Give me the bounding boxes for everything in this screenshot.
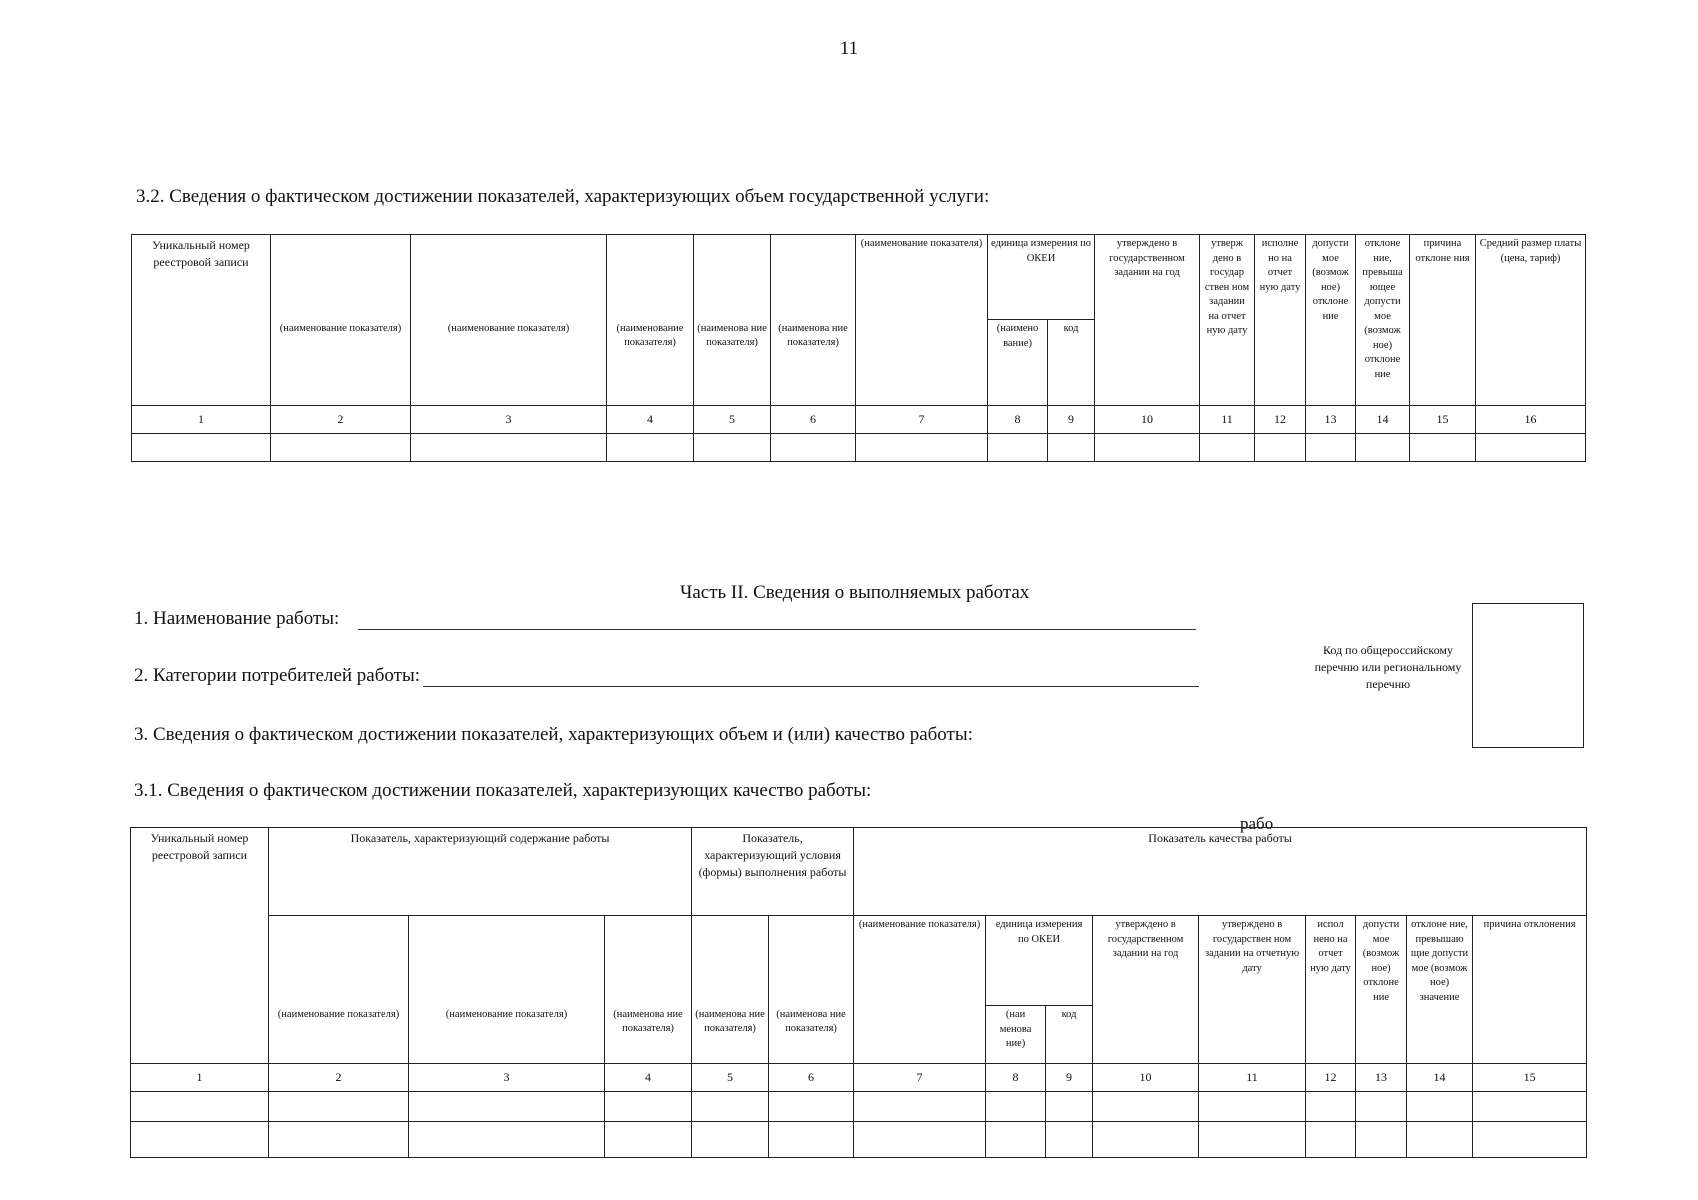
col-number: 3: [411, 406, 607, 434]
quality-indicator-group: Показатель качества работы: [854, 828, 1587, 916]
col-approved-year: утверждено в государственном задании на год: [1093, 916, 1199, 1064]
col-number: 16: [1476, 406, 1586, 434]
col-number: 5: [692, 1064, 769, 1092]
data-cell[interactable]: [1095, 434, 1200, 462]
volume-indicators-table: [131, 234, 1586, 462]
data-cell[interactable]: [769, 1092, 854, 1122]
col-approved-year: утверждено в государственном задании на год: [1095, 235, 1200, 406]
table-row: [131, 1092, 1587, 1122]
data-cell[interactable]: [131, 1092, 269, 1122]
col-name-a: (наименование показателя): [269, 1006, 409, 1064]
col-number: 11: [1199, 1064, 1306, 1092]
col-number: 7: [854, 1064, 986, 1092]
data-cell[interactable]: [986, 1122, 1046, 1158]
data-cell[interactable]: [988, 434, 1048, 462]
data-cell[interactable]: [131, 1122, 269, 1158]
data-cell[interactable]: [771, 434, 856, 462]
data-cell[interactable]: [1473, 1092, 1587, 1122]
col-number: 8: [988, 406, 1048, 434]
col-approved-date: утверж дено в государ ствен ном задании на отчет ную дату: [1200, 235, 1255, 406]
data-cell[interactable]: [607, 434, 694, 462]
stray-text: рабо: [1240, 814, 1274, 833]
consumer-categories-field[interactable]: [423, 686, 1199, 687]
col-number: 2: [269, 1064, 409, 1092]
col-executed: испол нено на отчет ную дату: [1306, 916, 1356, 1064]
col-number: 9: [1048, 406, 1095, 434]
data-cell[interactable]: [986, 1092, 1046, 1122]
data-cell[interactable]: [1473, 1122, 1587, 1158]
page-number: 11: [839, 38, 859, 59]
data-cell[interactable]: [854, 1092, 986, 1122]
data-cell[interactable]: [1093, 1122, 1199, 1158]
col-indicator-name: (наименование показателя): [854, 916, 986, 1064]
col-number: 14: [1356, 406, 1410, 434]
col-number: 1: [131, 1064, 269, 1092]
consumer-categories-label: 2. Категории потребителей работы:: [134, 665, 420, 686]
data-cell[interactable]: [1407, 1122, 1473, 1158]
data-cell[interactable]: [854, 1122, 986, 1158]
work-name-label: 1. Наименование работы:: [134, 608, 340, 629]
data-cell[interactable]: [1356, 1122, 1407, 1158]
col-average-fee: Средний размер платы (цена, тариф): [1476, 235, 1586, 406]
data-cell[interactable]: [605, 1092, 692, 1122]
data-cell[interactable]: [1046, 1092, 1093, 1122]
col-number: 13: [1356, 1064, 1407, 1092]
col-number: 11: [1200, 406, 1255, 434]
data-cell[interactable]: [409, 1122, 605, 1158]
code-label: Код по общероссийскому перечню или региональному перечню: [1314, 643, 1462, 691]
col-allowed-deviation: допусти мое (возмож ное) отклоне ние: [1356, 916, 1407, 1064]
col-number: 4: [607, 406, 694, 434]
col-unit-okei: единица измерения по ОКЕИ: [988, 235, 1095, 320]
data-cell[interactable]: [1476, 434, 1586, 462]
data-cell[interactable]: [1407, 1092, 1473, 1122]
data-cell[interactable]: [269, 1092, 409, 1122]
table-row: [132, 434, 1586, 462]
col-unique-number: Уникальный номер реестровой записи: [132, 235, 271, 406]
data-cell[interactable]: [1255, 434, 1306, 462]
col-number: 15: [1410, 406, 1476, 434]
column-numbers-row: [132, 406, 1586, 434]
data-cell[interactable]: [1200, 434, 1255, 462]
col-reason: причина отклоне ния: [1410, 235, 1476, 406]
col-allowed-deviation: допусти мое (возмож ное) отклоне ние: [1306, 235, 1356, 406]
col-name-b: (наименование показателя): [411, 320, 607, 406]
table-row: [131, 1122, 1587, 1158]
col-number: 3: [409, 1064, 605, 1092]
data-cell[interactable]: [1199, 1092, 1306, 1122]
col-number: 14: [1407, 1064, 1473, 1092]
col-unit-name: (наимено вание): [988, 320, 1048, 406]
data-cell[interactable]: [856, 434, 988, 462]
col-unit-code: код: [1046, 1006, 1093, 1064]
col-number: 15: [1473, 1064, 1587, 1092]
col-name-d: (наименова ние показателя): [692, 1006, 769, 1064]
data-cell[interactable]: [1356, 1092, 1407, 1122]
data-cell[interactable]: [1410, 434, 1476, 462]
col-number: 12: [1255, 406, 1306, 434]
col-approved-date: утверждено в государствен ном задании на отчетную дату: [1199, 916, 1306, 1064]
data-cell[interactable]: [1306, 1092, 1356, 1122]
data-cell[interactable]: [694, 434, 771, 462]
col-number: 10: [1093, 1064, 1199, 1092]
col-number: 1: [132, 406, 271, 434]
col-name-d: (наименова ние показателя): [694, 320, 771, 406]
data-cell[interactable]: [1306, 434, 1356, 462]
col-number: 6: [769, 1064, 854, 1092]
col-indicator-name: (наименование показателя): [856, 235, 988, 406]
col-executed: исполне но на отчет ную дату: [1255, 235, 1306, 406]
col-number: 4: [605, 1064, 692, 1092]
col-name-c: (наименование показателя): [607, 320, 694, 406]
col-number: 12: [1306, 1064, 1356, 1092]
data-cell[interactable]: [605, 1122, 692, 1158]
col-unit-name: (наи менова ние): [986, 1006, 1046, 1064]
col-unique-number: Уникальный номер реестровой записи: [131, 828, 269, 1064]
col-name-c: (наименова ние показателя): [605, 1006, 692, 1064]
data-cell[interactable]: [1046, 1122, 1093, 1158]
data-cell[interactable]: [409, 1092, 605, 1122]
data-cell[interactable]: [1356, 434, 1410, 462]
data-cell[interactable]: [692, 1122, 769, 1158]
data-cell[interactable]: [132, 434, 271, 462]
col-excess-deviation: отклоне ние, превыша ющее допусти мое (возмож ное) отклоне ние: [1356, 235, 1410, 406]
content-indicator-group: Показатель, характеризующий содержание работы: [269, 828, 692, 916]
data-cell[interactable]: [1306, 1122, 1356, 1158]
col-number: 10: [1095, 406, 1200, 434]
section-3-label: 3. Сведения о фактическом достижении показателей, характеризующих объем и (или) качество работы:: [134, 724, 973, 745]
conditions-indicator-group: Показатель, характеризующий условия (формы) выполнения работы: [692, 828, 854, 916]
data-cell[interactable]: [271, 434, 411, 462]
col-reason: причина отклонения: [1473, 916, 1587, 1064]
code-box[interactable]: [1472, 603, 1584, 748]
work-name-field[interactable]: [358, 629, 1196, 630]
col-name-e: (наименова ние показателя): [771, 320, 856, 406]
col-excess-deviation: отклоне ние, превышаю щие допусти мое (возмож ное) значение: [1407, 916, 1473, 1064]
part-2-title: Часть II. Сведения о выполняемых работах: [680, 582, 1030, 603]
section-3-1-heading: 3.1. Сведения о фактическом достижении показателей, характеризующих качество работы:: [134, 780, 872, 801]
col-name-b: (наименование показателя): [409, 1006, 605, 1064]
data-cell[interactable]: [1199, 1122, 1306, 1158]
data-cell[interactable]: [1048, 434, 1095, 462]
col-name-a: (наименование показателя): [271, 320, 411, 406]
quality-indicators-table: [130, 827, 1587, 1158]
section-3-2-heading: 3.2. Сведения о фактическом достижении показателей, характеризующих объем государственной услуги:: [136, 186, 990, 207]
col-number: 5: [694, 406, 771, 434]
data-cell[interactable]: [1093, 1092, 1199, 1122]
column-numbers-row: [131, 1064, 1587, 1092]
col-unit-code: код: [1048, 320, 1095, 406]
data-cell[interactable]: [411, 434, 607, 462]
col-name-e: (наименова ние показателя): [769, 1006, 854, 1064]
col-number: 7: [856, 406, 988, 434]
col-number: 2: [271, 406, 411, 434]
col-number: 6: [771, 406, 856, 434]
col-unit-okei: единица измерения по ОКЕИ: [986, 916, 1093, 1006]
data-cell[interactable]: [269, 1122, 409, 1158]
col-number: 9: [1046, 1064, 1093, 1092]
col-number: 8: [986, 1064, 1046, 1092]
col-number: 13: [1306, 406, 1356, 434]
data-cell[interactable]: [692, 1092, 769, 1122]
data-cell[interactable]: [769, 1122, 854, 1158]
